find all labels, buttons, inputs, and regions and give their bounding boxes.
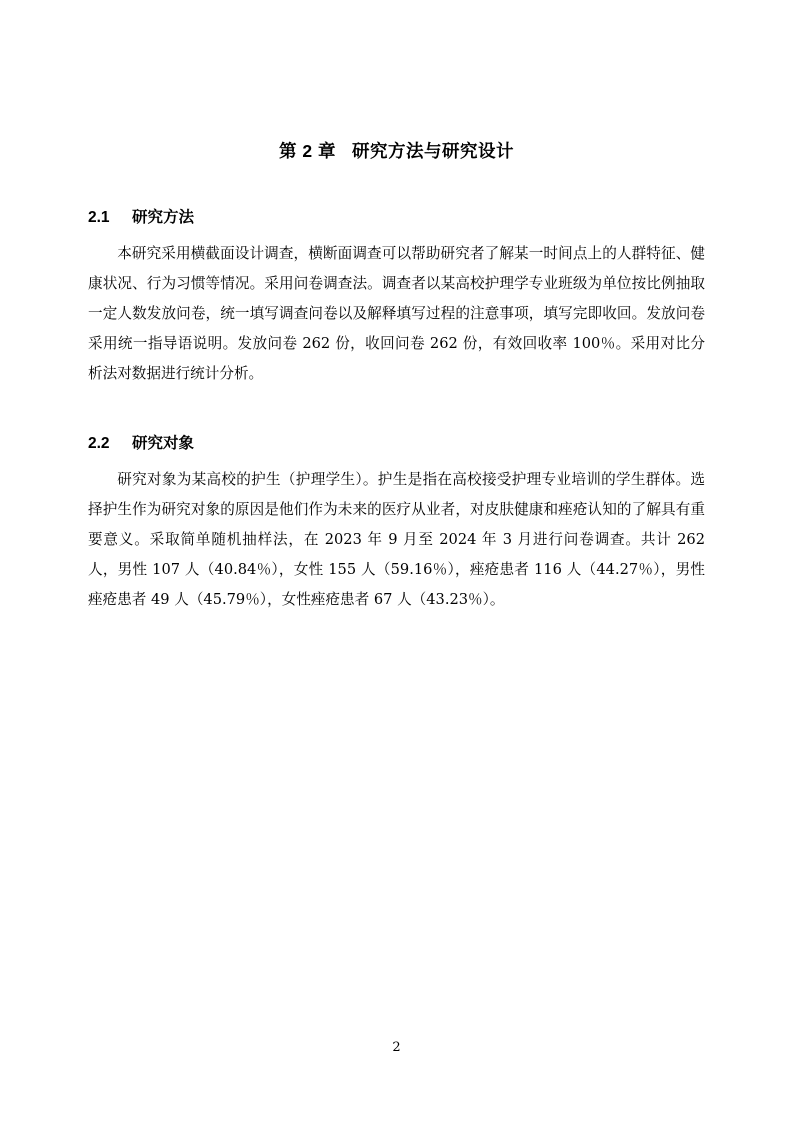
section-title-2-2: 研究对象 (132, 435, 195, 452)
page-content (88, 0, 705, 615)
page-number: 2 (392, 1040, 401, 1055)
section-heading-2-2 (88, 431, 705, 453)
chapter-title (88, 138, 705, 163)
section-paragraph-2-2: 研究对象为某高校的护生（护理学生）。护生是指在高校接受护理专业培训的学生群体。选择护生作为研究对象的原因是他们作为未来的医疗从业者，对皮肤健康和痤疮认知的了解具有重要意义。采取简单随机抽样法，在 2023 年 9 月至 2024 年 3 月进行问卷调查。共计 262 人，男性 107 人（40.84％），女性 155 人（59.16％），痤疮患者 116 人（44.27％），男性痤疮患者 49 人（45.79％），女性痤疮患者 67 人（43.23％）。 (88, 471, 705, 608)
section-heading-2-1 (88, 205, 705, 227)
chapter-title-text: 研究方法与研究设计 (351, 141, 514, 161)
section-number-2-2: 2.2 (88, 435, 110, 452)
chapter-number: 第 2 章 (279, 141, 336, 161)
section-number-2-1: 2.1 (88, 209, 110, 226)
section-paragraph-2-1: 本研究采用横截面设计调查，横断面调查可以帮助研究者了解某一时间点上的人群特征、健康状况、行为习惯等情况。采用问卷调查法。调查者以某高校护理学专业班级为单位按比例抽取一定人数发放问卷，统一填写调查问卷以及解释填写过程的注意事项，填写完即收回。发放问卷采用统一指导语说明。发放问卷 262 份，收回问卷 262 份，有效回收率 100％。采用对比分析法对数据进行统计分析。 (88, 245, 705, 382)
section-title-2-1: 研究方法 (132, 209, 195, 226)
